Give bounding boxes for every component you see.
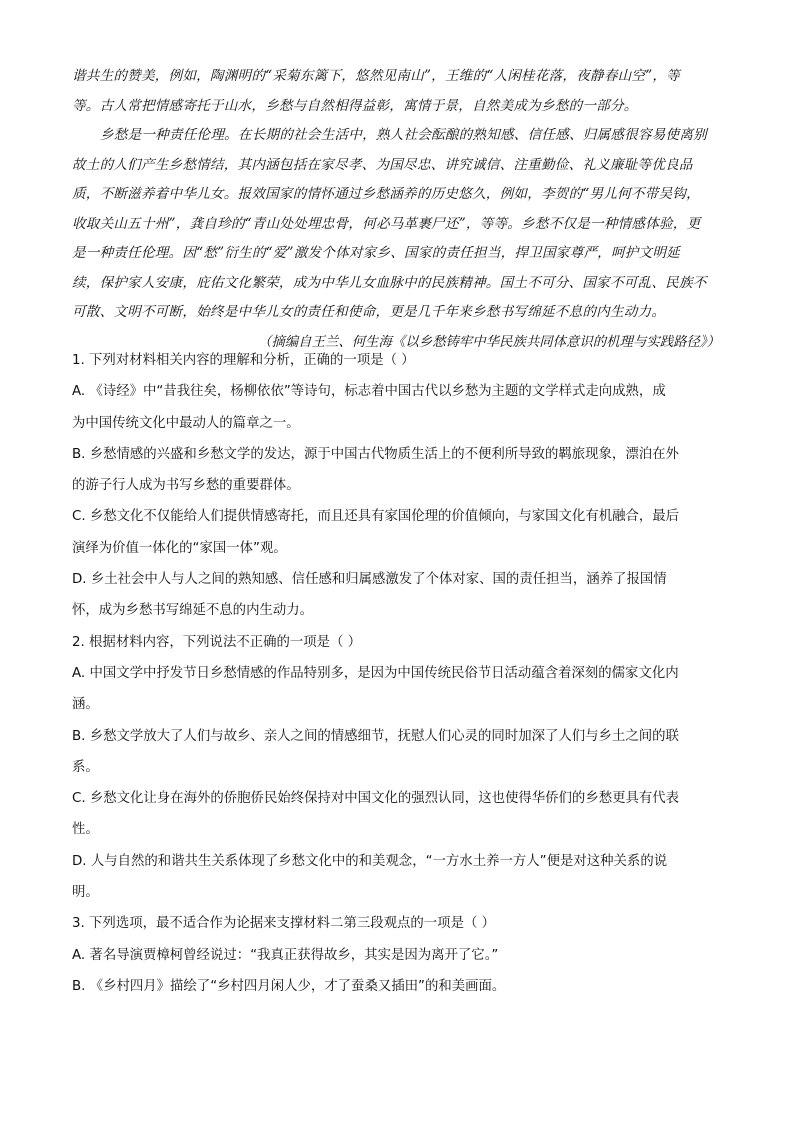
question-stem-3: 3. 下列选项，最不适合作为论据来支撑材料二第三段观点的一项是（ ） — [72, 916, 496, 932]
option-line: B. 乡愁文学放大了人们与故乡、亲人之间的情感细节，抚慰人们心灵的同时加深了人们与乡土之间的联 — [72, 728, 679, 744]
option-line: 演绎为价值一体化的“家国一体”观。 — [72, 540, 287, 556]
option-line: A. 著名导演贾樟柯曾经说过：“我真正获得故乡，其实是因为离开了它。” — [72, 947, 499, 963]
passage-line: 乡愁是一种责任伦理。在长期的社会生活中，熟人社会酝酿的熟知感、信任感、归属感很容易使离别 — [100, 127, 707, 143]
question-stem-2: 2. 根据材料内容，下列说法不正确的一项是（ ） — [72, 634, 362, 650]
option-line: 性。 — [72, 822, 99, 838]
option-line: D. 人与自然的和谐共生关系体现了乡愁文化中的和美观念，“一方水土养一方人”便是对这种关系的说 — [72, 853, 668, 869]
option-line: 明。 — [72, 885, 99, 901]
option-line: 怀，成为乡愁书写绵延不息的内生动力。 — [72, 603, 314, 619]
option-line: D. 乡土社会中人与人之间的熟知感、信任感和归属感激发了个体对家、国的责任担当，涵养了报国情 — [72, 572, 667, 588]
passage-source: （摘编自王兰、何生海《以乡愁铸牢中华民族共同体意识的机理与实践路径》） — [258, 334, 720, 350]
option-line: A. 《诗经》中“昔我往矣，杨柳依依”等诗句，标志着中国古代以乡愁为主题的文学样式走向成熟，成 — [72, 384, 666, 400]
questions-section — [72, 345, 722, 1002]
passage-line: 谐共生的赞美，例如，陶渊明的“采菊东篱下，悠然见南山”，王维的“人闲桂花落，夜静春山空”，等 — [72, 68, 680, 84]
question-stem-1: 1. 下列对材料相关内容的理解和分析，正确的一项是（ ） — [72, 353, 415, 368]
option-line: 系。 — [72, 759, 99, 775]
option-line: 为中国传统文化中最动人的篇章之一。 — [72, 415, 300, 431]
passage-line: 等。古人常把情感寄托于山水，乡愁与自然相得益彰，寓情于景，自然美成为乡愁的一部分。 — [72, 97, 638, 114]
passage-line: 质，不断滋养着中华儿女。报效国家的情怀通过乡愁涵养的历史悠久，例如，李贺的“男儿何不带吴钩， — [72, 186, 700, 202]
passage-line: 是一种责任伦理。因“愁”衍生的“爱”激发个体对家乡、国家的责任担当，捍卫国家尊严，呵护文明延 — [72, 245, 680, 261]
option-line: B. 《乡村四月》描绘了“乡村四月闲人少，才了蚕桑又插田”的和美画面。 — [72, 978, 506, 994]
passage-line: 故土的人们产生乡愁情结，其内涵包括在家尽孝、为国尽忠、讲究诚信、注重勤俭、礼义廉耻等优良品 — [72, 156, 693, 173]
option-line: A. 中国文学中抒发节日乡愁情感的作品特别多，是因为中国传统民俗节日活动蕴含着深刻的儒家文化内 — [72, 665, 679, 681]
option-line: C. 乡愁文化让身在海外的侨胞侨民始终保持对中国文化的强烈认同，这也使得华侨们的乡愁更具有代表 — [72, 791, 680, 807]
passage-line: 收取关山五十州”，龚自珍的“青山处处埋忠骨，何必马革裹尸还”，等等。乡愁不仅是一种情感体验，更 — [72, 215, 701, 232]
passage-line: 续，保护家人安康，庇佑文化繁荣，成为中华儿女血脉中的民族精神。国土不可分、国家不可乱、民族不 — [72, 274, 707, 291]
reading-passage — [72, 62, 722, 357]
option-line: B. 乡愁情感的兴盛和乡愁文学的发达，源于中国古代物质生活上的不便利所导致的羁旅现象，漂泊在外 — [72, 446, 679, 462]
option-line: 的游子行人成为书写乡愁的重要群体。 — [72, 478, 300, 494]
option-line: C. 乡愁文化不仅能给人们提供情感寄托，而且还具有家国伦理的价值倾向，与家国文化有机融合，最后 — [72, 509, 680, 525]
passage-line: 可散、文明不可断，始终是中华儿女的责任和使命，更是几千年来乡愁书写绵延不息的内生动力。 — [72, 304, 666, 320]
option-line: 涵。 — [72, 697, 99, 713]
